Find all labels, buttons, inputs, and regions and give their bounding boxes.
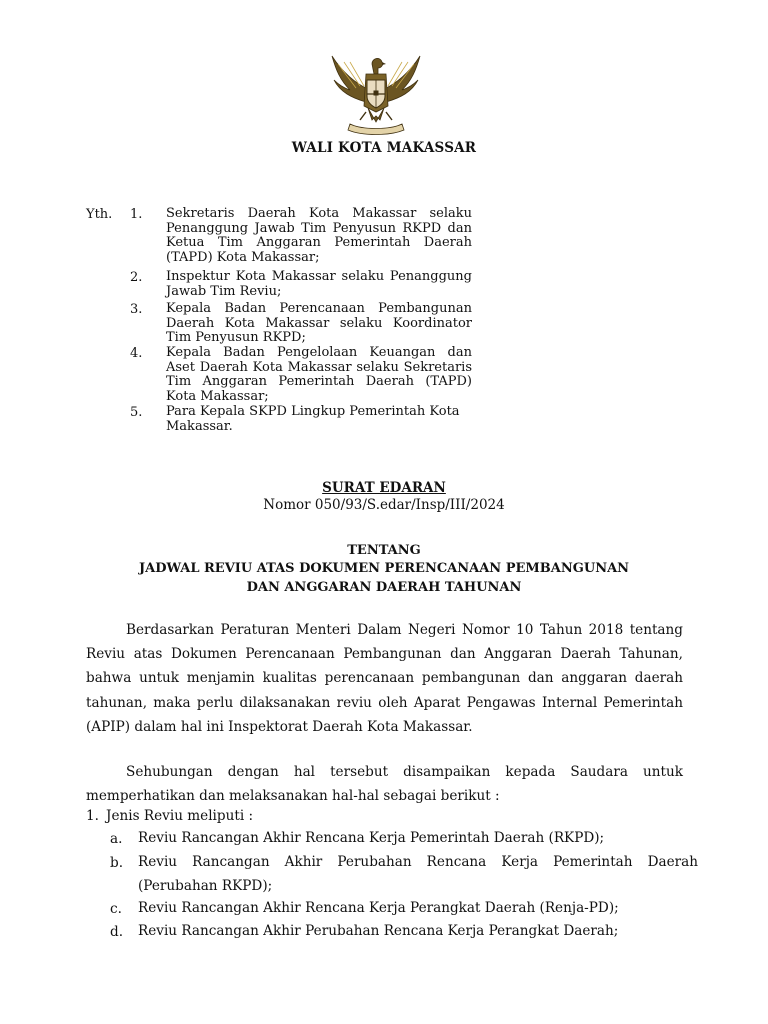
recipient-text: Kepala Badan Pengelolaan Keuangan dan Aset Daerah Kota Makassar selaku Sekretaris Tim Anggaran Pemerintah Daerah (TAPD) Kota Makassar; <box>166 345 472 404</box>
body-paragraph-1-text: Berdasarkan Peraturan Menteri Dalam Negeri Nomor 10 Tahun 2018 tentang Reviu atas Dokumen Perencanaan Pembangunan dan Anggaran Daerah Tahunan, bahwa untuk menjamin kualitas perencanaan pembangunan dan anggaran daerah tahunan, maka perlu dilaksanakan reviu oleh Aparat Pengawas Internal Pemerintah (APIP) dalam hal ini Inspektorat Daerah Kota Makassar. <box>86 622 683 735</box>
recipient-number: 3. <box>130 302 143 317</box>
recipient-label: Yth. <box>86 207 113 222</box>
body-paragraph-1 <box>86 618 683 739</box>
sub-item-text: Reviu Rancangan Akhir Rencana Kerja Pemerintah Daerah (RKPD); <box>138 830 605 846</box>
recipient-number: 2. <box>130 270 143 285</box>
recipient-text: Para Kepala SKPD Lingkup Pemerintah Kota Makassar. <box>166 404 460 434</box>
about-label: TENTANG <box>347 543 421 558</box>
recipient-text: Sekretaris Daerah Kota Makassar selaku Penanggung Jawab Tim Penyusun RKPD dan Ketua Tim Anggaran Pemerintah Daerah (TAPD) Kota Makassar; <box>166 206 472 265</box>
sub-item-letter: d. <box>110 924 124 940</box>
letter-number: Nomor 050/93/S.edar/Insp/III/2024 <box>263 497 505 513</box>
list-item-text: Jenis Reviu meliputi : <box>106 808 254 824</box>
sub-item-letter: a. <box>110 831 123 847</box>
issuer-title: WALI KOTA MAKASSAR <box>291 140 477 156</box>
sub-item-letter: c. <box>110 901 122 917</box>
letter-type-title: SURAT EDARAN <box>322 480 446 496</box>
recipient-number: 5. <box>130 405 143 420</box>
sub-item-text: Reviu Rancangan Akhir Perubahan Rencana Kerja Pemerintah Daerah (Perubahan RKPD); <box>138 854 698 895</box>
sub-item-text: Reviu Rancangan Akhir Perubahan Rencana Kerja Perangkat Daerah; <box>138 923 619 939</box>
recipient-text: Kepala Badan Perencanaan Pembangunan Daerah Kota Makassar selaku Koordinator Tim Penyusun RKPD; <box>166 301 472 346</box>
subject-line-1: JADWAL REVIU ATAS DOKUMEN PERENCANAAN PEMBANGUNAN <box>138 561 630 576</box>
sub-item-letter: b. <box>110 855 124 871</box>
list-item-number: 1. <box>86 808 99 824</box>
body-paragraph-2 <box>86 760 683 808</box>
recipient-text: Inspektur Kota Makassar selaku Penanggung Jawab Tim Reviu; <box>166 269 472 299</box>
body-paragraph-2-text: Sehubungan dengan hal tersebut disampaikan kepada Saudara untuk memperhatikan dan melaksanakan hal-hal sebagai berikut : <box>86 764 683 805</box>
sub-item-text: Reviu Rancangan Akhir Rencana Kerja Perangkat Daerah (Renja-PD); <box>138 900 619 916</box>
garuda-emblem-icon <box>326 50 426 136</box>
recipient-number: 1. <box>130 207 143 222</box>
subject-line-2: DAN ANGGARAN DAERAH TAHUNAN <box>246 580 522 595</box>
recipient-number: 4. <box>130 346 143 361</box>
